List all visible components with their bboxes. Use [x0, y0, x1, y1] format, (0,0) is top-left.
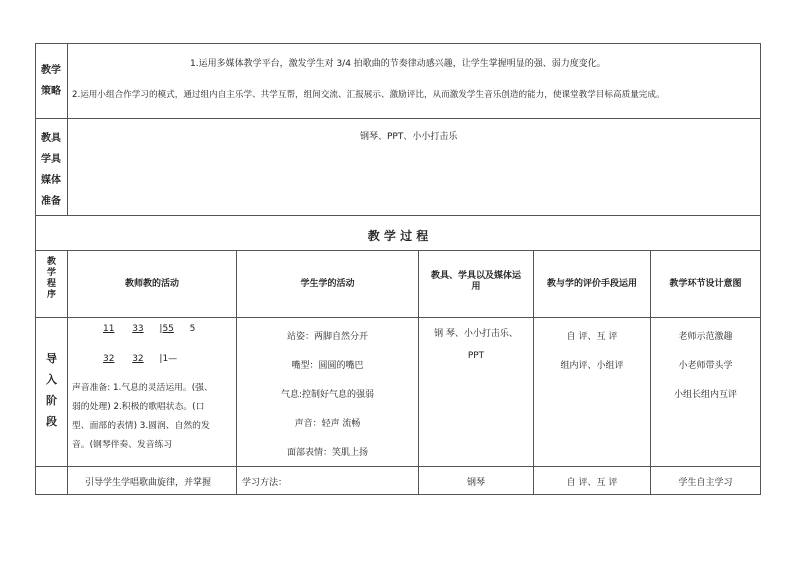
header-tools: 教具、学具以及媒体运 用 — [430, 271, 521, 292]
next-student: 学习方法： — [242, 478, 288, 488]
intro-student-items: 站姿：两脚自然分开 嘴型：圆圆的嘴巴 气息:控制好气息的强弱 声音：轻声 流畅 面部表情：笑肌上扬 — [280, 332, 375, 458]
border-top — [35, 43, 761, 44]
next-design: 学生自主学习 — [678, 478, 733, 488]
notation-2b: 32 — [132, 354, 144, 364]
border-media-bottom — [35, 215, 761, 216]
strategy-line-2: 2.运用小组合作学习的模式，通过组内自主乐学、共学互帮，组间交流、汇报展示、激励评比，从而激发学生音乐创造的能力，使课堂教学目标高质量完成。 — [72, 90, 665, 100]
strategy-line-1: 1.运用多媒体教学平台，激发学生对 3/4 拍歌曲的节奏律动感兴趣，让学生掌握明显的强、弱力度变化。 — [190, 59, 606, 69]
media-content: 钢琴、PPT、小小打击乐 — [360, 132, 458, 142]
notation-1d: 5 — [189, 324, 196, 334]
border-right — [760, 43, 761, 494]
notation-1a: 11 — [103, 324, 115, 334]
header-evaluation: 教与学的评价手段运用 — [546, 279, 637, 289]
next-teacher: 引导学生学唱歌曲旋律，并掌握 — [85, 478, 212, 488]
notation-2a: 32 — [103, 354, 115, 364]
notation-line-1 — [103, 323, 195, 335]
media-label: 教具 学具 媒体 准备 — [41, 133, 61, 207]
header-student: 学生学的活动 — [300, 279, 355, 289]
notation-1c: |55 — [159, 324, 174, 334]
border-label-col-top — [67, 43, 68, 215]
next-evaluation: 自 评、互 评 — [566, 478, 618, 488]
strategy-label: 教学 策略 — [41, 65, 61, 97]
header-teacher: 教师教的活动 — [124, 279, 179, 289]
next-tools: 钢琴 — [466, 478, 485, 488]
header-program: 教 学 程 序 — [46, 257, 56, 300]
intro-design: 老师示范激趣 小老师带头学 小组长组内互评 — [673, 332, 737, 400]
header-design: 教学环节设计意图 — [669, 279, 742, 289]
intro-teacher-text: 声音准备: 1.气息的灵活运用。(强、 弱的处理) 2.积极的歌唱状态。(口 型、面部的表情) 3.圆润、自然的发 音。(钢琴伴奏、发音练习 — [72, 383, 213, 450]
notation-1b: 33 — [132, 324, 144, 334]
border-header-bottom — [35, 317, 761, 318]
process-title: 教 学 过 程 — [367, 229, 429, 243]
intro-label: 导 入 阶 段 — [46, 352, 57, 428]
notation-2c: |1— — [159, 354, 178, 364]
notation-line-2 — [103, 353, 177, 365]
border-title-bottom — [35, 250, 761, 251]
border-bottom — [35, 494, 761, 495]
intro-tools: 钢 琴、小小打击乐、 PPT — [434, 329, 518, 361]
intro-evaluation: 自 评、互 评 组内评、小组评 — [560, 332, 624, 371]
border-strategy-bottom — [35, 118, 761, 119]
